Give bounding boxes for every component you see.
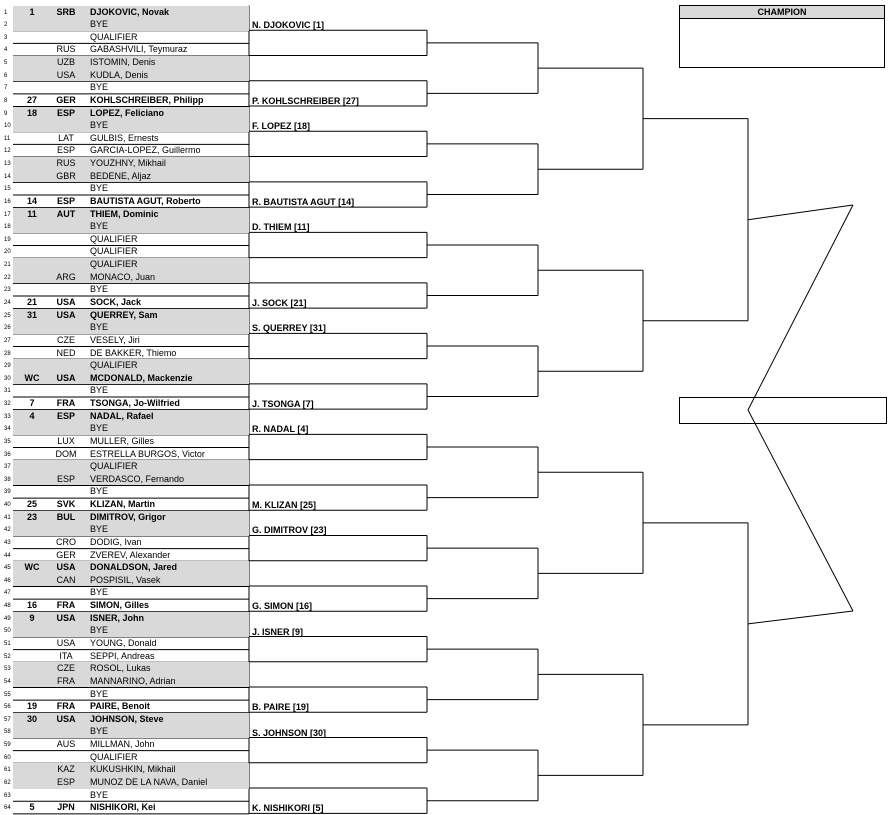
draw-row [4, 612, 249, 625]
draw-number: 23 [4, 287, 11, 294]
draw-number: 48 [4, 603, 11, 610]
round2-winner: M. KLIZAN [25] [252, 500, 316, 511]
draw-row [4, 523, 249, 536]
player-name: BYE [90, 284, 109, 295]
draw-number: 46 [4, 577, 11, 584]
seed: WC [24, 562, 40, 573]
country-code: SVK [56, 499, 76, 510]
draw-number: 4 [4, 47, 8, 54]
round2-winner: K. NISHIKORI [5] [252, 803, 324, 814]
round2-winner: J. SOCK [21] [252, 298, 307, 309]
draw-row [4, 574, 249, 587]
player-name: YOUZHNY, Mikhail [90, 158, 166, 169]
draw-row [4, 347, 249, 360]
seed: 30 [26, 713, 37, 724]
draw-row [4, 599, 249, 612]
player-name: GARCIA-LOPEZ, Guillermo [90, 145, 201, 156]
player-name: SOCK, Jack [90, 296, 142, 307]
round2-winner: F. LOPEZ [18] [252, 121, 311, 132]
draw-number: 34 [4, 426, 11, 433]
player-name: MULLER, Gilles [90, 435, 155, 446]
country-code: GER [56, 549, 76, 560]
round2-winner: S. QUERREY [31] [252, 323, 326, 334]
draw-number: 35 [4, 438, 11, 445]
seed: 4 [29, 410, 35, 421]
draw-row [4, 410, 249, 423]
player-name: ISTOMIN, Denis [90, 57, 156, 68]
player-name: BAUTISTA AGUT, Roberto [90, 195, 201, 206]
draw-row [4, 334, 249, 347]
draw-row [4, 6, 249, 19]
player-name: DODIG, Ivan [90, 536, 142, 547]
player-name: QUALIFIER [90, 233, 138, 244]
seed: 7 [29, 398, 35, 409]
country-code: LUX [57, 435, 75, 446]
player-name: KUKUSHKIN, Mikhail [90, 764, 176, 775]
draw-row [4, 283, 249, 296]
player-name: MANNARINO, Adrian [90, 675, 176, 686]
country-code: USA [56, 713, 76, 724]
draw-row [4, 498, 249, 511]
draw-number: 42 [4, 527, 11, 534]
draw-number: 52 [4, 653, 11, 660]
draw-row [4, 460, 249, 473]
draw-number: 62 [4, 779, 11, 786]
draw-row [4, 561, 249, 574]
draw-row [4, 271, 249, 284]
player-name: BYE [90, 587, 109, 598]
player-name: KOHLSCHREIBER, Philipp [90, 94, 204, 105]
draw-number: 63 [4, 792, 11, 799]
draw-row [4, 182, 249, 195]
country-code: AUT [56, 208, 76, 219]
draw-row [4, 435, 249, 448]
player-name: QUERREY, Sam [90, 309, 158, 320]
country-code: FRA [56, 600, 76, 611]
draw-row [4, 56, 249, 69]
country-code: ESP [56, 410, 75, 421]
player-name: DONALDSON, Jared [90, 562, 178, 573]
player-name: BYE [90, 789, 109, 800]
seed: WC [24, 372, 40, 383]
country-code: CZE [57, 334, 75, 345]
player-name: ISNER, John [90, 612, 145, 623]
round2-winner: J. TSONGA [7] [252, 399, 314, 410]
player-name: BYE [90, 524, 109, 535]
draw-number: 36 [4, 451, 11, 458]
player-name: BYE [90, 183, 109, 194]
player-name: KUDLA, Denis [90, 69, 149, 80]
country-code: FRA [56, 701, 76, 712]
seed: 1 [29, 6, 35, 17]
draw-row [4, 586, 249, 599]
country-code: ITA [59, 650, 73, 661]
player-name: ROSOL, Lukas [90, 663, 151, 674]
country-code: UZB [57, 57, 75, 68]
draw-row [4, 258, 249, 271]
draw-number: 26 [4, 325, 11, 332]
draw-row [4, 700, 249, 713]
draw-number: 28 [4, 350, 11, 357]
seed: 5 [29, 802, 35, 813]
country-code: CRO [56, 536, 76, 547]
draw-row [4, 662, 249, 675]
player-name: MILLMAN, John [90, 739, 155, 750]
round2-winner: D. THIEM [11] [252, 222, 310, 233]
draw-number: 27 [4, 337, 11, 344]
player-name: POSPISIL, Vasek [90, 574, 161, 585]
champion-box [679, 5, 885, 68]
draw-number: 2 [4, 22, 8, 29]
round2-winner: R. BAUTISTA AGUT [14] [252, 197, 355, 208]
country-code: ESP [56, 195, 75, 206]
draw-row [4, 18, 249, 31]
country-code: ESP [56, 107, 75, 118]
draw-row [4, 776, 249, 789]
draw-row [4, 372, 249, 385]
draw-row [4, 359, 249, 372]
player-name: ZVEREV, Alexander [90, 549, 171, 560]
player-name: DJOKOVIC, Novak [90, 6, 170, 17]
player-name: BYE [90, 486, 109, 497]
draw-row [4, 144, 249, 157]
draw-row [4, 763, 249, 776]
draw-row [4, 31, 249, 44]
draw-row [4, 801, 249, 814]
player-name: NISHIKORI, Kei [90, 802, 156, 813]
player-name: QUALIFIER [90, 259, 138, 270]
draw-number: 10 [4, 123, 11, 130]
country-code: SRB [56, 6, 76, 17]
draw-number: 5 [4, 60, 8, 67]
player-name: QUALIFIER [90, 751, 138, 762]
final-diagonal [748, 410, 853, 611]
draw-number: 13 [4, 161, 11, 168]
final-diagonal [748, 205, 853, 410]
country-code: USA [56, 372, 76, 383]
country-code: GBR [56, 170, 76, 181]
country-code: USA [56, 296, 76, 307]
country-code: ESP [56, 776, 75, 787]
draw-row [4, 688, 249, 701]
player-name: NADAL, Rafael [90, 410, 154, 421]
player-name: VERDASCO, Fernando [90, 473, 185, 484]
draw-number: 6 [4, 72, 8, 79]
draw-number: 53 [4, 666, 11, 673]
draw-row [4, 738, 249, 751]
draw-number: 54 [4, 678, 11, 685]
player-name: JOHNSON, Steve [90, 713, 164, 724]
player-name: MCDONALD, Mackenzie [90, 372, 193, 383]
draw-row [4, 69, 249, 82]
draw-row [4, 309, 249, 322]
country-code: LAT [58, 132, 74, 143]
draw-number: 19 [4, 236, 11, 243]
finalist-box [679, 397, 887, 424]
draw-number: 59 [4, 742, 11, 749]
draw-number: 22 [4, 274, 11, 281]
draw-number: 12 [4, 148, 11, 155]
player-name: BEDENE, Aljaz [90, 170, 152, 181]
country-code: USA [56, 612, 76, 623]
draw-number: 44 [4, 552, 11, 559]
seed: 21 [26, 296, 37, 307]
champion-label: CHAMPION [680, 6, 884, 19]
country-code: FRA [56, 398, 76, 409]
draw-number: 3 [4, 34, 8, 41]
country-code: DOM [55, 448, 77, 459]
country-code: KAZ [57, 764, 75, 775]
player-name: BYE [90, 322, 109, 333]
country-code: USA [56, 69, 76, 80]
round2-winner: B. PAIRE [19] [252, 702, 309, 713]
round2-winner: S. JOHNSON [30] [252, 727, 327, 738]
draw-row [4, 81, 249, 94]
country-code: USA [56, 562, 76, 573]
seed: 27 [26, 94, 37, 105]
country-code: ARG [56, 271, 76, 282]
round2-winner: P. KOHLSCHREIBER [27] [252, 96, 359, 107]
draw-number: 43 [4, 539, 11, 546]
player-name: GABASHVILI, Teymuraz [90, 44, 188, 55]
seed: 25 [26, 499, 37, 510]
country-code: USA [56, 638, 76, 648]
draw-number: 1 [4, 9, 8, 16]
draw-row [4, 473, 249, 486]
country-code: ESP [56, 473, 75, 484]
player-name: VESELY, Jiri [90, 334, 140, 345]
player-name: SEPPI, Andreas [90, 650, 155, 661]
player-name: BYE [90, 120, 109, 131]
draw-row [4, 170, 249, 183]
player-name: QUALIFIER [90, 360, 138, 371]
player-name: BYE [90, 19, 109, 30]
draw-row [4, 422, 249, 435]
draw-number: 31 [4, 388, 11, 395]
draw-row [4, 650, 249, 663]
final-diagonal [748, 611, 853, 624]
draw-number: 15 [4, 186, 11, 193]
player-name: BYE [90, 385, 109, 396]
draw-number: 38 [4, 476, 11, 483]
draw-number: 32 [4, 401, 11, 408]
country-code: RUS [56, 158, 76, 169]
round2-winner: G. SIMON [16] [252, 601, 313, 612]
round2-winner: R. NADAL [4] [252, 424, 309, 435]
draw-row [4, 245, 249, 258]
player-name: QUALIFIER [90, 246, 138, 257]
draw-row [4, 43, 249, 56]
seed: 31 [26, 309, 37, 320]
draw-row [4, 624, 249, 637]
draw-row [4, 549, 249, 562]
draw-row [4, 220, 249, 233]
country-code: RUS [56, 44, 76, 55]
player-name: BYE [90, 423, 109, 434]
player-name: TSONGA, Jo-Wilfried [90, 398, 180, 409]
draw-number: 21 [4, 262, 11, 269]
draw-number: 11 [4, 135, 11, 142]
draw-row [4, 119, 249, 132]
player-name: QUALIFIER [90, 31, 138, 42]
draw-number: 8 [4, 97, 8, 104]
player-name: YOUNG, Donald [90, 638, 157, 648]
draw-number: 49 [4, 615, 11, 622]
player-name: BYE [90, 688, 109, 699]
draw-number: 50 [4, 628, 11, 635]
draw-row [4, 132, 249, 145]
player-name: MUNOZ DE LA NAVA, Daniel [90, 776, 208, 787]
draw-number: 55 [4, 691, 11, 698]
round2-winner: G. DIMITROV [23] [252, 525, 327, 536]
country-code: CAN [56, 574, 76, 585]
player-name: QUALIFIER [90, 461, 138, 472]
country-code: NED [56, 347, 76, 358]
round2-winner: N. DJOKOVIC [1] [252, 20, 325, 31]
draw-row [4, 713, 249, 726]
draw-number: 58 [4, 729, 11, 736]
country-code: CZE [57, 663, 75, 674]
country-code: BUL [56, 511, 76, 522]
country-code: GER [56, 94, 76, 105]
player-name: ESTRELLA BURGOS, Victor [90, 448, 205, 459]
seed: 18 [26, 107, 37, 118]
player-name: BYE [90, 82, 109, 93]
draw-number: 41 [4, 514, 11, 521]
draw-number: 9 [4, 110, 8, 117]
draw-row [4, 536, 249, 549]
draw-number: 29 [4, 363, 11, 370]
round2-winner: J. ISNER [9] [252, 626, 304, 637]
draw-row [4, 789, 249, 802]
draw-number: 18 [4, 224, 11, 231]
final-diagonal [748, 205, 853, 220]
country-code: ESP [56, 145, 75, 156]
draw-number: 51 [4, 641, 11, 647]
player-name: MONACO, Juan [90, 271, 156, 282]
country-code: AUS [56, 739, 76, 750]
seed: 23 [26, 511, 37, 522]
seed: 9 [29, 612, 35, 623]
player-name: DIMITROV, Grigor [90, 511, 166, 522]
draw-number: 64 [4, 805, 11, 812]
draw-number: 14 [4, 173, 11, 180]
draw-number: 61 [4, 767, 11, 774]
draw-row [4, 233, 249, 246]
player-name: BYE [90, 726, 109, 737]
draw-number: 47 [4, 590, 11, 597]
seed: 19 [26, 701, 37, 712]
draw-row [4, 637, 249, 650]
draw-row [4, 397, 249, 410]
draw-number: 33 [4, 413, 11, 420]
draw-number: 37 [4, 464, 11, 471]
draw-row [4, 296, 249, 309]
country-code: FRA [57, 675, 75, 686]
draw-row [4, 675, 249, 688]
draw-number: 45 [4, 565, 11, 572]
country-code: USA [56, 309, 76, 320]
draw-number: 30 [4, 375, 11, 382]
seed: 11 [27, 208, 37, 219]
player-name: GULBIS, Ernests [90, 132, 159, 143]
draw-row [4, 321, 249, 334]
player-name: PAIRE, Benoit [90, 701, 150, 712]
draw-number: 39 [4, 489, 11, 496]
draw-row [4, 751, 249, 764]
draw-number: 57 [4, 716, 11, 723]
draw-number: 20 [4, 249, 11, 256]
player-name: BYE [90, 625, 109, 636]
player-name: DE BAKKER, Thiemo [90, 347, 177, 358]
player-name: BYE [90, 221, 109, 232]
draw-number: 60 [4, 754, 11, 761]
draw-row [4, 195, 249, 208]
player-name: KLIZAN, Martin [90, 499, 155, 510]
draw-number: 24 [4, 299, 11, 306]
seed: 14 [26, 195, 37, 206]
draw-row [4, 485, 249, 498]
draw-row [4, 384, 249, 397]
country-code: JPN [57, 802, 75, 813]
player-name: LOPEZ, Feliciano [90, 107, 165, 118]
draw-number: 7 [4, 85, 8, 92]
draw-row [4, 157, 249, 170]
player-name: THIEM, Dominic [90, 208, 159, 219]
draw-row [4, 107, 249, 120]
player-name: SIMON, Gilles [90, 600, 150, 611]
draw-row [4, 448, 249, 461]
draw-number: 16 [4, 198, 11, 205]
draw-number: 56 [4, 704, 11, 711]
draw-row [4, 94, 249, 107]
draw-number: 40 [4, 502, 11, 509]
draw-number: 25 [4, 312, 11, 319]
seed: 16 [26, 600, 37, 611]
draw-row [4, 208, 249, 221]
draw-row [4, 511, 249, 524]
draw-row [4, 725, 249, 738]
draw-number: 17 [4, 211, 11, 218]
